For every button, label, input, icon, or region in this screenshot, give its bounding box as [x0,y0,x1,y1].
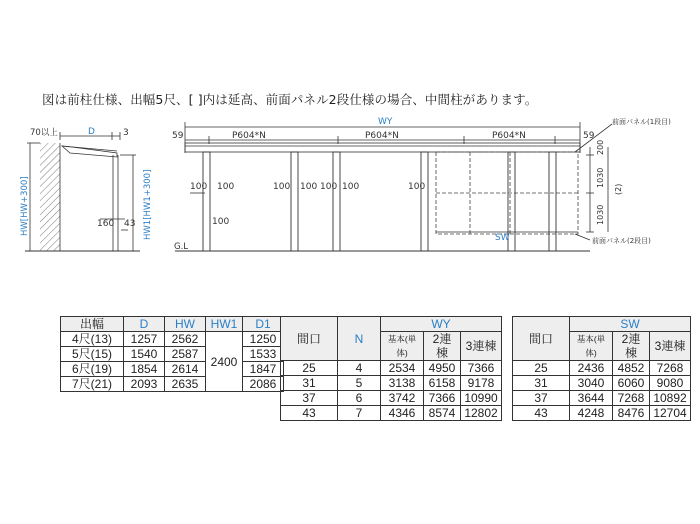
table-row [61,332,284,347]
front-dim-200: 200 [596,139,605,155]
table-dimensions [60,316,284,392]
front-dim-1030a: 1030 [596,167,605,188]
table-row [61,347,284,362]
side-dim-hw: HW[HW+300] [20,176,30,236]
t3-cell: 3040 [570,376,613,391]
side-dim-160: 160 [97,219,115,229]
front-pitch-3: P604*N [492,131,526,141]
front-post-dim-2: 100 [217,182,235,192]
front-view [175,122,612,251]
t3-cell: 10892 [650,391,691,406]
caption: 図は前柱仕様、出幅5尺、[ ]内は延高、前面パネル2段仕様の場合、中間柱があります。 [42,92,538,107]
t1-hw: 2614 [165,362,206,377]
t3-h-3ren: 3連棟 [650,332,691,361]
front-pitch-1: P604*N [232,131,266,141]
front-post-dim-1: 100 [190,182,208,192]
front-post-dim-6: 100 [342,182,360,192]
t2-h-wy: WY [381,317,502,332]
t3-h-maguchi: 間口 [513,317,570,361]
t3-cell: 31 [513,376,570,391]
t3-h-sw: SW [570,317,691,332]
front-dim-wy: WY [378,117,393,127]
t2-cell: 25 [281,361,338,376]
front-dim-paren2: (2) [614,183,623,195]
t2-cell: 43 [281,406,338,421]
table-row [281,376,502,391]
t2-cell: 7 [338,406,381,421]
t3-cell: 2436 [570,361,613,376]
table-row [513,361,691,376]
table-row [281,391,502,406]
t1-width: 5尺(15) [61,347,124,362]
side-dim-hw1: HW1[HW1+300] [143,169,153,240]
front-post-dim-8: 100 [212,217,230,227]
t3-cell: 37 [513,391,570,406]
t3-cell: 4248 [570,406,613,421]
t1-hw: 2562 [165,332,206,347]
t2-cell: 12802 [461,406,502,421]
t1-d1: 1250 [243,332,284,347]
side-dim-70: 70以上 [30,128,58,138]
t2-cell: 9178 [461,376,502,391]
t1-d1: 1533 [243,347,284,362]
side-dim-d: D [88,127,95,137]
t2-cell: 8574 [424,406,461,421]
t3-h-basic: 基本(単体) [570,332,613,361]
t2-cell: 4950 [424,361,461,376]
t2-cell: 4 [338,361,381,376]
side-dim-3: 3 [123,128,129,138]
t1-h-d1: D1 [243,317,284,332]
t2-cell: 7366 [424,391,461,406]
t3-cell: 8476 [613,406,650,421]
t3-cell: 3644 [570,391,613,406]
t2-cell: 5 [338,376,381,391]
t3-cell: 25 [513,361,570,376]
t1-hw: 2635 [165,377,206,392]
t2-cell: 7366 [461,361,502,376]
side-dim-43: 43 [124,219,136,229]
t2-h-n: N [338,317,381,361]
t1-h-hw1: HW1 [206,317,243,332]
t2-cell: 3138 [381,376,424,391]
t3-cell: 4852 [613,361,650,376]
table-row [61,377,284,392]
t1-d1: 2086 [243,377,284,392]
front-post-dim-4: 100 [300,182,318,192]
t1-width: 7尺(21) [61,377,124,392]
front-post-dim-7: 100 [408,182,426,192]
t2-h-maguchi: 間口 [281,317,338,361]
table-row [61,362,284,377]
front-panel1-label: 前面パネル(1段目) [612,118,671,126]
t1-d: 1854 [124,362,165,377]
t2-cell: 4346 [381,406,424,421]
t1-d: 2093 [124,377,165,392]
t1-hw: 2587 [165,347,206,362]
t2-cell: 10990 [461,391,502,406]
front-dim-1030b: 1030 [596,204,605,225]
side-view [25,132,140,251]
front-dim-59-right: 59 [583,131,595,141]
front-dim-sw: SW [495,233,510,243]
t3-cell: 7268 [613,391,650,406]
t1-width: 4尺(13) [61,332,124,347]
t1-width: 6尺(19) [61,362,124,377]
table-row [513,391,691,406]
t1-h-hw: HW [165,317,206,332]
t2-cell: 37 [281,391,338,406]
front-post-dim-3: 100 [273,182,291,192]
t2-h-2ren: 2連棟 [424,332,461,361]
t3-cell: 43 [513,406,570,421]
t3-h-2ren: 2連棟 [613,332,650,361]
t2-h-basic: 基本(単体) [381,332,424,361]
t2-cell: 2534 [381,361,424,376]
t1-h-width: 出幅 [61,317,124,332]
t1-d: 1540 [124,347,165,362]
t1-hw1: 2400 [206,332,243,392]
t1-d1: 1847 [243,362,284,377]
t3-cell: 12704 [650,406,691,421]
t2-cell: 31 [281,376,338,391]
t1-d: 1257 [124,332,165,347]
t3-cell: 6060 [613,376,650,391]
table-row [513,406,691,421]
front-panel2-label: 前面パネル(2段目) [592,237,651,245]
t1-h-d: D [124,317,165,332]
t2-cell: 6 [338,391,381,406]
t3-cell: 9080 [650,376,691,391]
t2-cell: 6158 [424,376,461,391]
table-sw [512,316,691,421]
t2-h-3ren: 3連棟 [461,332,502,361]
t3-cell: 7268 [650,361,691,376]
t2-cell: 3742 [381,391,424,406]
table-row [281,406,502,421]
front-post-dim-5: 100 [320,182,338,192]
front-gl: G.L [174,242,189,252]
table-row [281,361,502,376]
table-wy [280,316,502,421]
front-pitch-2: P604*N [365,131,399,141]
wall-hatch [40,143,60,251]
table-row [513,376,691,391]
front-dim-59-left: 59 [172,131,184,141]
